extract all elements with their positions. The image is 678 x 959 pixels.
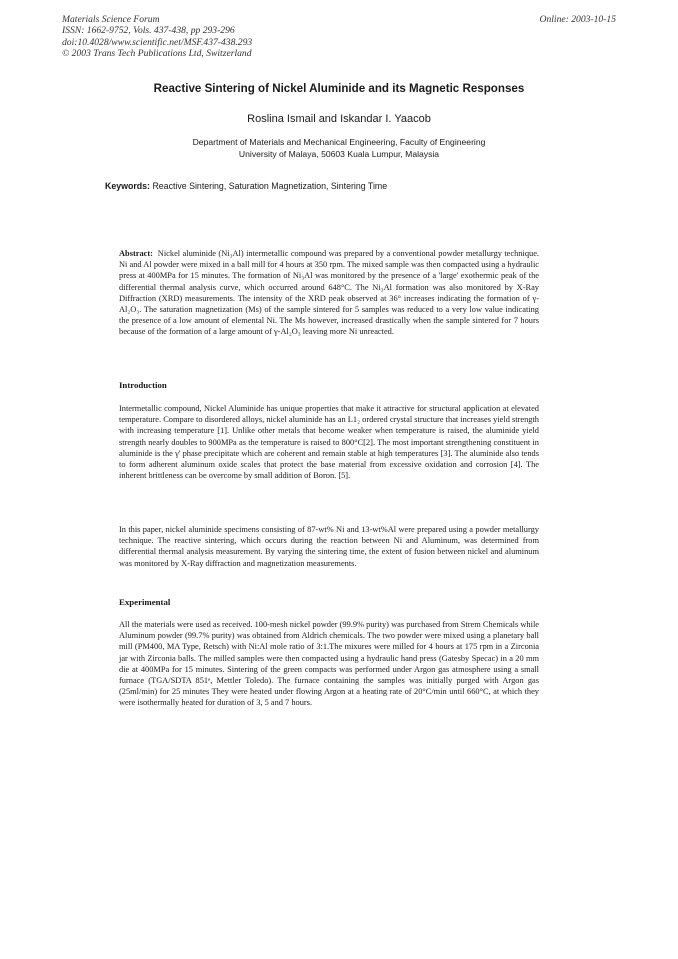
- online-date: Online: 2003-10-15: [539, 14, 616, 25]
- introduction-paragraph-1: Intermetallic compound, Nickel Aluminide has unique properties that make it attractive for structural application at elevated temperature. Compare to disordered alloys, nickel aluminide has an L1₂ ordered crystal structure that increases yield strength with increasing temperature [1]. Unlike other metals that become weaker when temperature is raised, the aluminide yield strength nearly doubles to 900MPa as the temperature is raised to 800°C[2]. The most important strengthening constituent in aluminide is the γ' phase precipitate which are coherent and remain stable at high temperatures [3]. The aluminide also tends to form adherent aluminum oxide scales that protect the base material from excessive oxidation and corrosion [4]. The inherent brittleness can be overcome by small addition of Boron. [5].: [119, 404, 539, 481]
- introduction-paragraph-2: In this paper, nickel aluminide specimens consisting of 87-wt% Ni and 13-wt%Al were prepared using a powder metallurgy technique. The reactive sintering, which occurs during the reaction between Ni and Aluminum, was determined from differential thermal analysis measurement. By varying the sintering time, the extent of fusion between nickel and aluminum was monitored by X-Ray diffraction and magnetization measurements.: [119, 525, 539, 568]
- doi-line: doi:10.4028/www.scientific.net/MSF.437-438.293: [62, 36, 253, 48]
- authors: Roslina Ismail and Iskandar I. Yaacob: [247, 113, 431, 125]
- publication-info: [62, 14, 252, 60]
- copyright-line: © 2003 Trans Tech Publications Ltd, Switzerland: [62, 48, 252, 60]
- affiliation-line-2: University of Malaya, 50603 Kuala Lumpur, Malaysia: [238, 148, 440, 159]
- experimental-paragraph-1: All the materials were used as received. 100-mesh nickel powder (99.9% purity) was purchased from Strem Chemicals while Aluminum powder (99.7% purity) was obtained from Aldrich chemicals. The two powder were mixed using a planetary ball mill (PM400, MA Type, Retsch) with Ni:Al mole ratio of 3:1.The mixures were milled for 4 hours at 175 rpm in a Zirconia jar with Zirconia balls. The milled samples were then compacted using a hydraulic hand press (Gatesby Specac) in a 20 mm die at 400MPa for 15 minutes. Sintering of the green compacts was performed under Argon gas atmosphere using a small furnace (TGA/SDTA 851ᵉ, Mettler Toledo). The furnace containing the samples was initially purged with Argon gas (25ml/min) for 25 minutes They were heated under flowing Argon at a heating rate of 20°C/min until 660°C, at which they were isothermally heated for duration of 3, 5 and 7 hours.: [119, 620, 539, 708]
- experimental-heading: Experimental: [119, 597, 171, 607]
- paper-title: Reactive Sintering of Nickel Aluminide and its Magnetic Responses: [153, 82, 525, 95]
- affiliation: [40, 137, 638, 160]
- keywords-text: Reactive Sintering, Saturation Magnetization, Sintering Time: [152, 181, 388, 191]
- abstract-text: Nickel aluminide (Ni₃Al) intermetallic compound was prepared by a conventional powder metallurgy technique. Ni and Al powder were mixed in a ball mill for 4 hours at 350 rpm. The mixed sample was then compacted using a hydraulic press at 400MPa for 15 minutes. The formation of Ni₃Al was monitored by the presence of a 'large' exothermic peak of the differential thermal analysis curve, which occurred around 648°C. The Ni₃Al formation was also monitored by X-Ray Diffraction (XRD) measurements. The intensity of the XRD peak observed at 36° increases indicating the formation of γ-Al₂O₃. The saturation magnetization (Ms) of the sample sintered for 5 samples was reduced to a very low value indicating the presence of a low amount of elemental Ni. The Ms however, increased drastically when the sample sintered for 7 hours because of the formation of a large amount of γ-Al₂O₃ leaving more Ni unreacted.: [119, 249, 540, 337]
- issn-line: ISSN: 1662-9752, Vols. 437-438, pp 293-296: [62, 25, 235, 37]
- introduction-heading: Introduction: [119, 380, 167, 390]
- keywords: [105, 181, 387, 191]
- journal-name: Materials Science Forum: [62, 14, 160, 25]
- abstract-label: Abstract:: [119, 249, 153, 258]
- affiliation-line-1: Department of Materials and Mechanical Engineering, Faculty of Engineering: [192, 137, 486, 147]
- keywords-label: Keywords:: [105, 181, 150, 191]
- abstract: [119, 248, 539, 338]
